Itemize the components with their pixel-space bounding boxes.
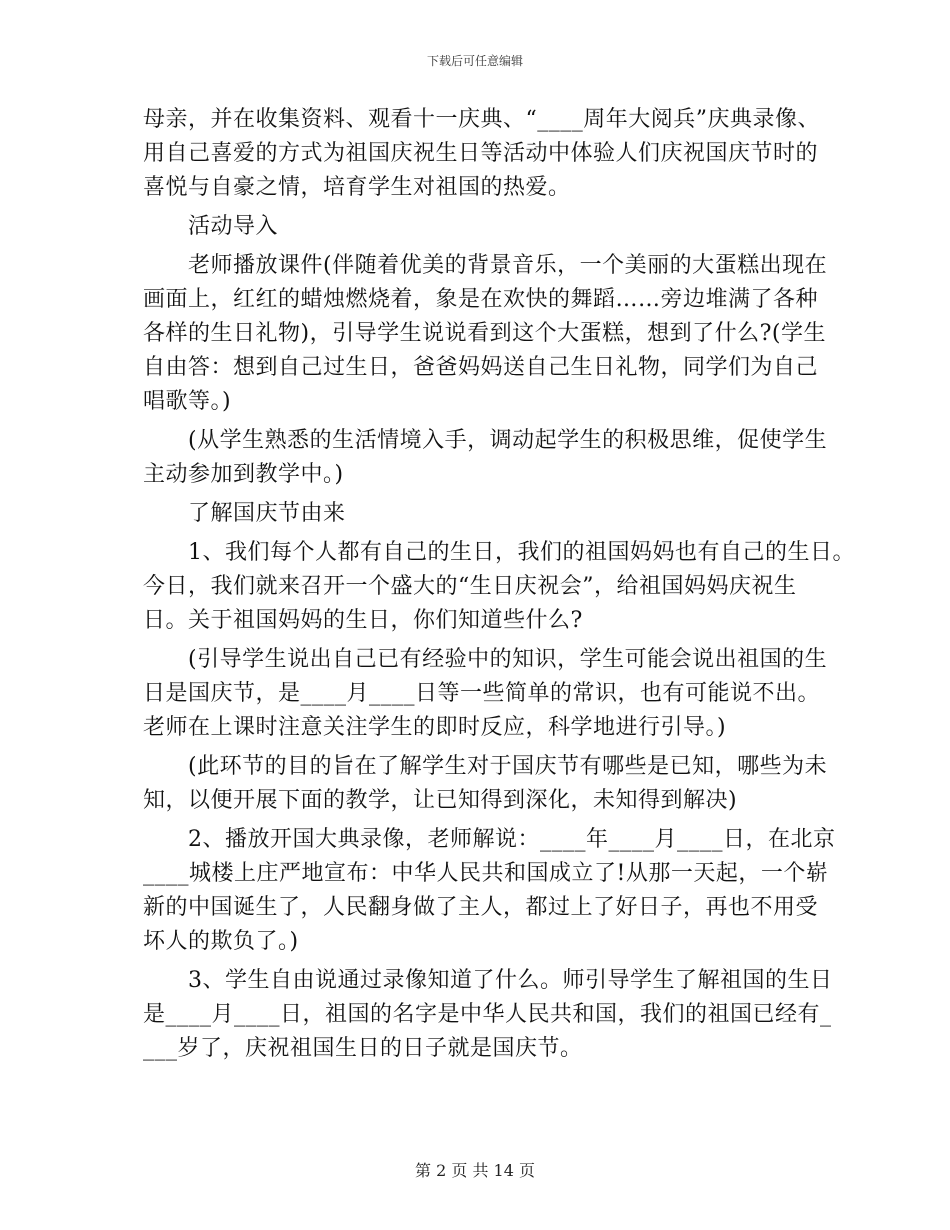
text-line: 画面上，红红的蜡烛燃烧着，象是在欢快的舞蹈……旁边堆满了各种 — [143, 287, 819, 312]
text-line: 唱歌等。) — [143, 389, 232, 414]
page-header: 下载后可任意编辑 — [426, 54, 523, 68]
text-line: 坏人的欺负了。) — [143, 929, 299, 954]
text-line: ___岁了，庆祝祖国生日的日子就是国庆节。 — [143, 1036, 583, 1061]
text-line: 自由答：想到自己过生日，爸爸妈妈送自己生日礼物，同学们为自己 — [143, 355, 819, 380]
text-line: 是____月____日，祖国的名字是中华人民共和国，我们的祖国已经有_ — [143, 1002, 832, 1027]
page-number: 第 2 页 共 14 页 — [415, 1161, 535, 1180]
text-line: (此环节的目的旨在了解学生对于国庆节有哪些是已知，哪些为未 — [188, 754, 828, 779]
text-line: 主动参加到教学中。) — [143, 462, 344, 487]
text-line: 用自己喜爱的方式为祖国庆祝生日等活动中体验人们庆祝国庆节时的 — [143, 141, 819, 166]
text-line: 3、学生自由说通过录像知道了什么。师引导学生了解祖国的生日 — [188, 968, 833, 993]
text-line: 日是国庆节，是____月____日等一些简单的常识，也有可能说不出。 — [143, 681, 821, 706]
text-line: 日。关于祖国妈妈的生日，你们知道些什么? — [143, 608, 583, 633]
text-line: 各样的生日礼物)，引导学生说说看到这个大蛋糕，想到了什么?(学生 — [143, 321, 826, 346]
section-heading: 活动导入 — [188, 214, 279, 239]
text-line: 老师在上课时注意关注学生的即时反应，科学地进行引导。) — [143, 715, 727, 740]
text-line: 喜悦与自豪之情，培育学生对祖国的热爱。 — [143, 175, 571, 200]
section-heading: 了解国庆节由来 — [188, 501, 346, 526]
text-line: 1、我们每个人都有自己的生日，我们的祖国妈妈也有自己的生日。 — [188, 540, 855, 565]
document-body — [143, 103, 855, 1066]
text-line: 新的中国诞生了，人民翻身做了主人，都过上了好日子，再也不用受 — [143, 895, 819, 920]
text-line: 知，以便开展下面的教学，让已知得到深化，未知得到解决) — [143, 788, 738, 813]
text-line: (引导学生说出自己已有经验中的知识，学生可能会说出祖国的生 — [188, 647, 828, 672]
text-line: ____城楼上庄严地宣布：中华人民共和国成立了!从那一天起，一个崭 — [143, 861, 829, 886]
text-line: 2、播放开国大典录像，老师解说：____年____月____日，在北京 — [188, 827, 836, 852]
text-line: 母亲，并在收集资料、观看十一庆典、“____周年大阅兵”庆典录像、 — [143, 107, 820, 132]
text-line: (从学生熟悉的生活情境入手，调动起学生的积极思维，促使学生 — [188, 428, 828, 453]
text-line: 老师播放课件(伴随着优美的背景音乐，一个美丽的大蛋糕出现在 — [188, 253, 828, 278]
text-line: 今日，我们就来召开一个盛大的“生日庆祝会”，给祖国妈妈庆祝生 — [143, 574, 797, 599]
